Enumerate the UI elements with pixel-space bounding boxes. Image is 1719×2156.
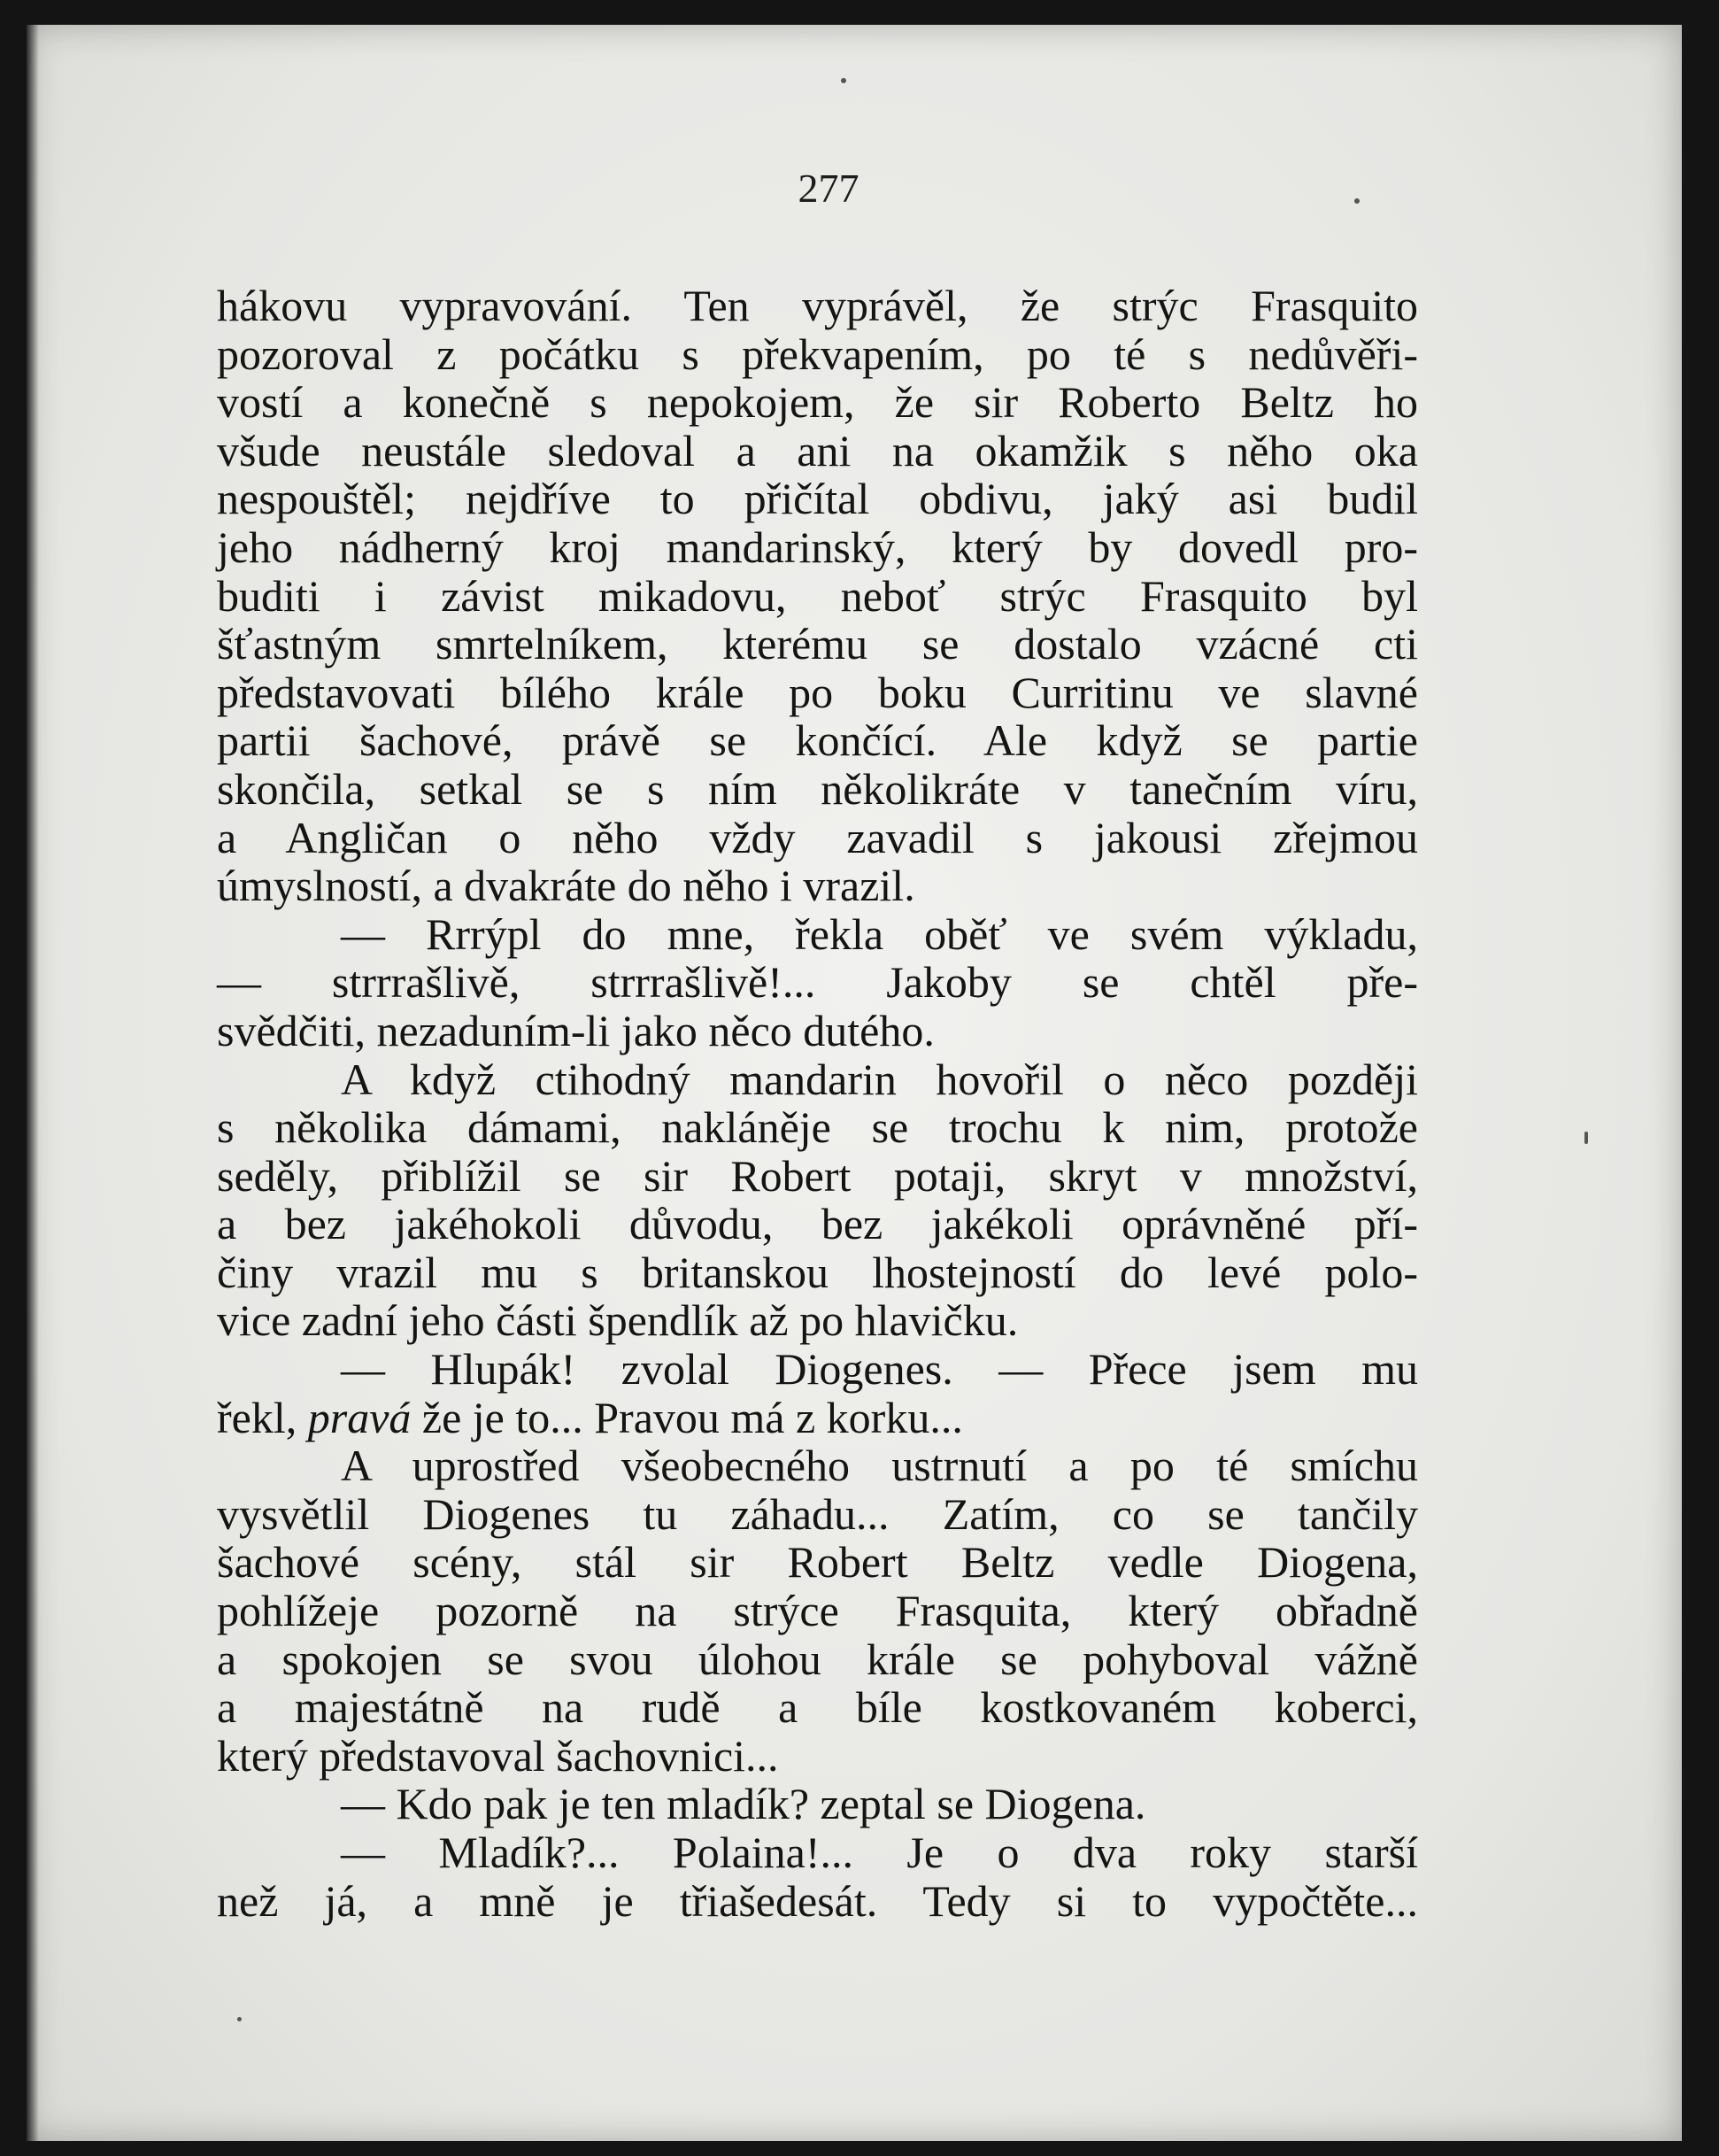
text-line: pozoroval z počátku s překvapením, po té s nedůvěři- [217, 328, 1418, 379]
page-binding-shadow [27, 25, 39, 2141]
text-line: partii šachové, právě se končící. Ale když se partie [217, 715, 1418, 766]
text-line: A uprostřed všeobecného ustrnutí a po té smíchu [341, 1441, 1418, 1491]
book-page [27, 25, 1682, 2141]
dust-speck [237, 2017, 242, 2021]
text-line: šťastným smrtelníkem, kterému se dostalo vzácné cti [217, 619, 1418, 669]
text-line: všude neustále sledoval a ani na okamžik s něho oka [217, 425, 1418, 475]
text-line: šachové scény, stál sir Robert Beltz vedle Diogena, [217, 1537, 1418, 1588]
text-line: hákovu vypravování. Ten vyprávěl, že strýc Frasquito [217, 281, 1418, 330]
italic-word: pravá [307, 1392, 412, 1442]
text-line: a bez jakéhokoli důvodu, bez jakékoli oprávněné pří- [217, 1199, 1418, 1249]
text-line [217, 1394, 1418, 1442]
text-line: jeho nádherný kroj mandarinský, který by dovedl pro- [217, 522, 1418, 572]
dust-speck [841, 78, 846, 83]
text-line: vostí a konečně s nepokojem, že sir Roberto Beltz ho [217, 377, 1418, 428]
text-line: který představoval šachovnici... [217, 1730, 779, 1781]
text-line: a Angličan o něho vždy zavadil s jakousi zřejmou [217, 812, 1418, 862]
text-line: představovati bílého krále po boku Curritinu ve slavné [217, 667, 1418, 717]
text-line: A když ctihodný mandarin hovořil o něco později [341, 1054, 1418, 1104]
text-line: činy vrazil mu s britanskou lhostejností do levé polo- [217, 1247, 1418, 1297]
text-line: — Rrrýpl do mne, řekla oběť ve svém výkladu, [341, 908, 1418, 959]
text-line: — Kdo pak je ten mladík? zeptal se Diogena. [341, 1779, 1146, 1829]
dust-speck [1584, 1132, 1588, 1144]
dust-speck [1354, 198, 1360, 204]
text-line: nespouštěl; nejdříve to přičítal obdivu, jaký asi budil [217, 474, 1418, 524]
text-line: vysvětlil Diogenes tu záhadu... Zatím, co se tančily [217, 1488, 1418, 1539]
text-line: — Mladík?... Polaina!... Je o dva roky starší [341, 1828, 1418, 1877]
page-number: 277 [798, 166, 860, 211]
text-line: a spokojen se svou úlohou krále se pohyboval vážně [217, 1634, 1418, 1684]
text-line: — strrrašlivě, strrrašlivě!... Jakoby se chtěl pře- [217, 957, 1418, 1008]
text-line: buditi i závist mikadovu, neboť strýc Frasquito byl [217, 570, 1418, 621]
text-line: svědčiti, nezaduním-li jako něco dutého. [217, 1005, 935, 1055]
text-line: s několika dámami, nakláněje se trochu k nim, protože [217, 1102, 1418, 1153]
text-line: seděly, přiblížil se sir Robert potaji, skryt v množství, [217, 1150, 1418, 1201]
text-line: úmyslností, a dvakráte do něho i vrazil. [217, 861, 915, 911]
text-line: pohlížeje pozorně na strýce Frasquita, který obřadně [217, 1586, 1418, 1636]
text-segment: řekl, [217, 1392, 308, 1442]
text-segment: že je to... Pravou má z korku... [411, 1392, 963, 1442]
text-line: — Hlupák! zvolal Diogenes. — Přece jsem mu [341, 1344, 1418, 1395]
text-line: vice zadní jeho části špendlík až po hlavičku. [217, 1295, 1019, 1346]
text-line: skončila, setkal se s ním několikráte v tanečním víru, [217, 763, 1418, 814]
text-line: a majestátně na rudě a bíle kostkovaném koberci, [217, 1682, 1418, 1733]
body-text [217, 282, 1418, 1925]
text-line: než já, a mně je třiašedesát. Tedy si to vypočtěte... [217, 1875, 1418, 1926]
